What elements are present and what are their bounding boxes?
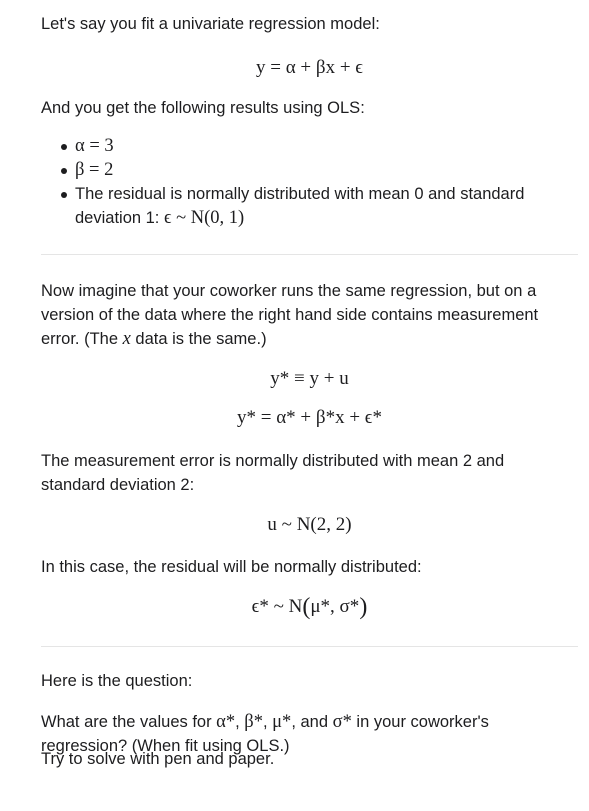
ystar-definition-equation: y* ≡ y + u	[270, 368, 349, 389]
closing-text: Try to solve with pen and paper.	[41, 750, 275, 768]
question-part5: in your coworker's regression? (When fit using OLS.)	[41, 713, 489, 755]
residual-text: The residual is normally distributed with mean 0 and standard deviation 1:	[75, 185, 525, 227]
section-divider	[41, 254, 578, 255]
ols-results-list	[61, 134, 561, 230]
residual-case-text: In this case, the residual will be normally distributed:	[41, 558, 422, 576]
residual-distribution: ϵ ~ N(0, 1)	[163, 208, 245, 228]
alpha-value: α = 3	[75, 136, 114, 156]
question-intro-text: Here is the question:	[41, 672, 193, 690]
question-part2: ,	[235, 713, 245, 731]
ols-intro-text: And you get the following results using OLS:	[41, 99, 365, 117]
beta-value: β = 2	[75, 160, 114, 180]
list-item-residual	[61, 182, 561, 230]
bullet-dot	[61, 192, 67, 198]
ystar-model-equation: y* = α* + β*x + ϵ*	[237, 407, 382, 428]
coworker-text-part2: data is the same.)	[130, 330, 267, 348]
epsilon-star-lhs: ϵ* ~ N	[251, 596, 303, 617]
sigma-star: σ*	[332, 712, 352, 732]
bullet-dot	[61, 144, 67, 150]
question-part1: What are the values for	[41, 713, 217, 731]
x-variable: x	[122, 329, 131, 349]
beta-star: β*	[244, 712, 263, 732]
mu-star: μ*	[272, 712, 292, 732]
measurement-error-text: The measurement error is normally distributed with mean 2 and standard deviation 2:	[41, 452, 505, 494]
u-distribution-equation: u ~ N(2, 2)	[267, 514, 352, 535]
epsilon-star-equation	[41, 594, 578, 620]
coworker-text-part1: Now imagine that your coworker runs the same regression, but on a version of the data where the right hand side contains measurement error. (The	[41, 282, 539, 348]
intro-text: Let's say you fit a univariate regression model:	[41, 15, 380, 33]
list-item-alpha	[61, 134, 561, 158]
section-divider	[41, 646, 578, 647]
right-paren: )	[359, 594, 368, 620]
coworker-text	[41, 279, 556, 351]
model-equation: y = α + βx + ϵ	[256, 57, 363, 78]
left-paren: (	[302, 594, 311, 620]
bullet-dot	[61, 168, 67, 174]
question-part3: ,	[262, 713, 273, 731]
epsilon-star-params: μ*, σ*	[310, 596, 360, 617]
question-part4: , and	[291, 713, 333, 731]
alpha-star: α*	[216, 712, 236, 732]
list-item-beta	[61, 158, 561, 182]
